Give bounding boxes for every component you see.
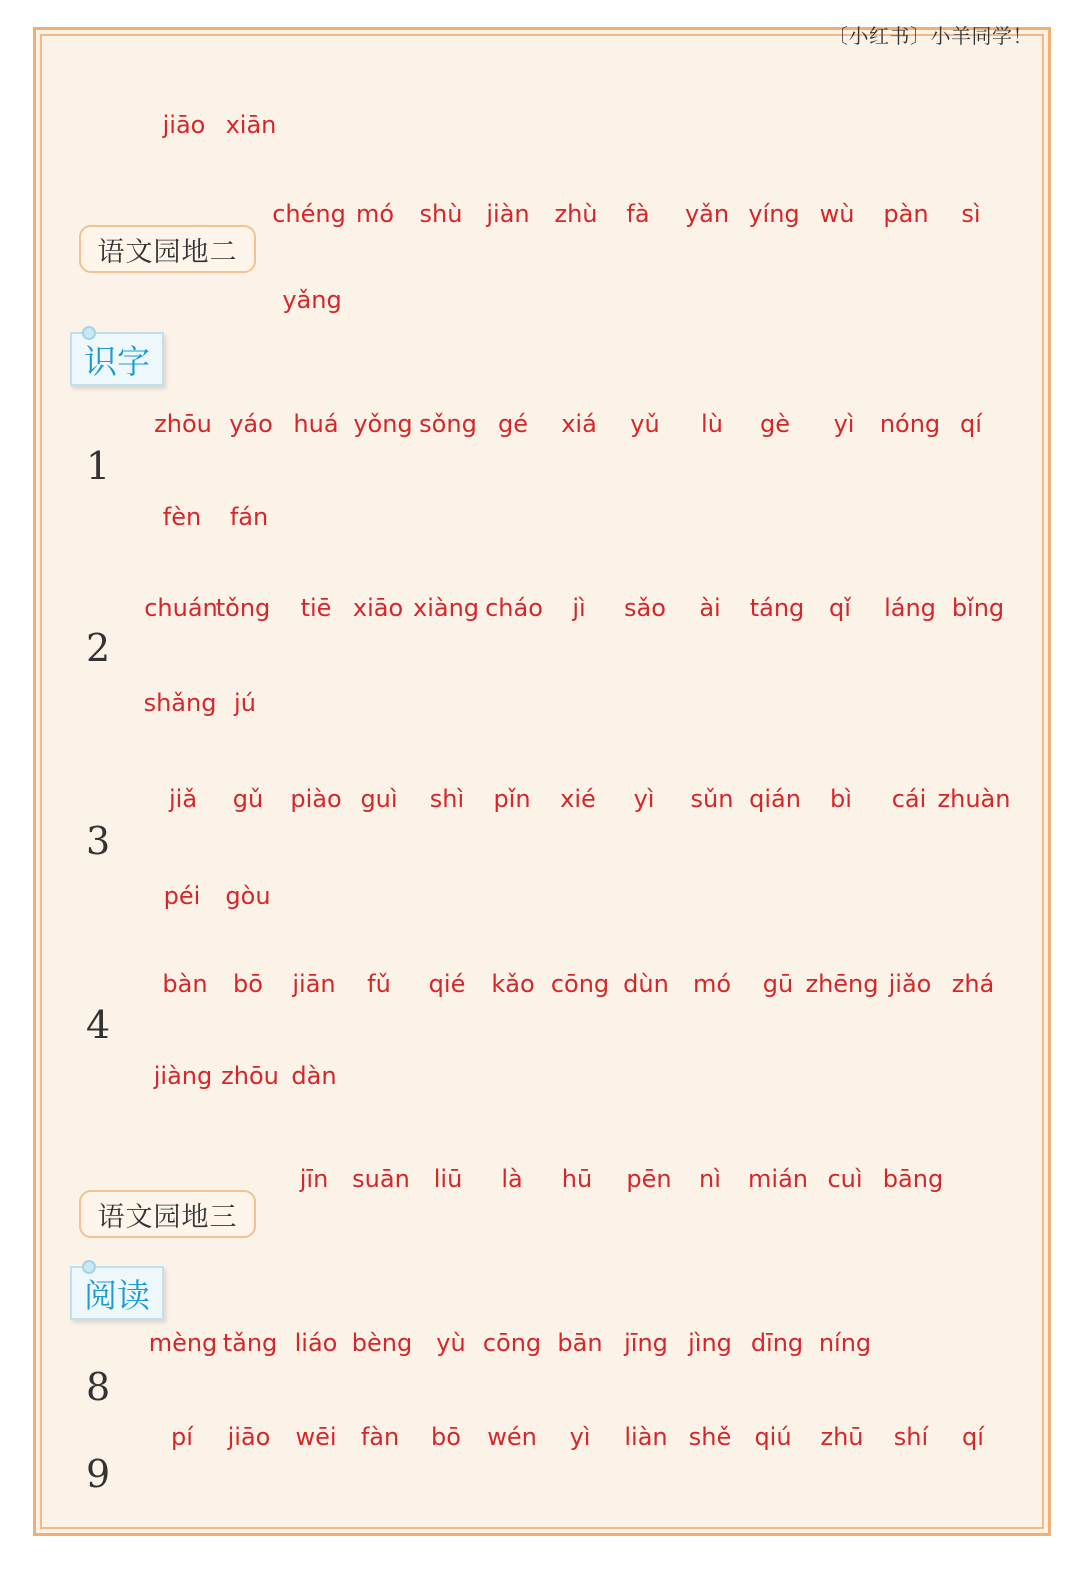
pinyin-syllable: xiá: [561, 410, 597, 438]
pinyin-syllable: jiàng: [153, 1062, 213, 1090]
pinyin-syllable: bān: [557, 1329, 603, 1357]
pinyin-syllable: hū: [561, 1165, 593, 1193]
pinyin-syllable: zhù: [554, 200, 598, 228]
lesson-number: 2: [86, 626, 111, 670]
pinyin-syllable: sì: [961, 200, 981, 228]
pinyin-syllable: jú: [234, 689, 256, 717]
pinyin-syllable: yì: [569, 1423, 591, 1451]
lesson-number: 3: [86, 819, 111, 863]
pinyin-syllable: níng: [818, 1329, 872, 1357]
pinyin-syllable: xiāo: [352, 594, 404, 622]
clip-icon: [82, 326, 96, 340]
pinyin-syllable: liū: [433, 1165, 463, 1193]
pinyin-syllable: bǐng: [951, 594, 1005, 622]
pinyin-syllable: yù: [436, 1329, 466, 1357]
pinyin-syllable: pēn: [626, 1165, 672, 1193]
pinyin-syllable: xiàng: [412, 594, 480, 622]
pinyin-syllable: cuì: [827, 1165, 863, 1193]
pinyin-syllable: pàn: [883, 200, 929, 228]
pinyin-syllable: sǒng: [419, 410, 477, 438]
pinyin-syllable: zhuàn: [937, 785, 1011, 813]
pinyin-syllable: wēi: [295, 1423, 337, 1451]
tag-shizi-label: 识字: [84, 341, 150, 381]
pinyin-syllable: jiāo: [162, 111, 206, 139]
pinyin-syllable: zhōu: [221, 1062, 279, 1090]
pinyin-syllable: jiāo: [227, 1423, 271, 1451]
pinyin-syllable: zhēng: [805, 970, 879, 998]
pinyin-syllable: kǎo: [491, 970, 535, 998]
pinyin-syllable: péi: [163, 882, 201, 910]
watermark: 〔小红书〕小羊同学！: [828, 24, 1033, 48]
pinyin-syllable: cōng: [550, 970, 610, 998]
pinyin-syllable: piào: [290, 785, 342, 813]
pinyin-syllable: bō: [233, 970, 263, 998]
pinyin-syllable: liáo: [294, 1329, 338, 1357]
pinyin-syllable: wén: [487, 1423, 537, 1451]
pinyin-syllable: dùn: [623, 970, 669, 998]
pinyin-syllable: xiān: [225, 111, 277, 139]
pinyin-syllable: huá: [293, 410, 339, 438]
pinyin-syllable: qiú: [754, 1423, 792, 1451]
pinyin-syllable: dàn: [291, 1062, 337, 1090]
pinyin-syllable: yǔ: [630, 410, 660, 438]
pinyin-syllable: ài: [699, 594, 721, 622]
pinyin-syllable: zhū: [820, 1423, 864, 1451]
pinyin-syllable: lù: [701, 410, 723, 438]
pinyin-syllable: shǎng: [143, 689, 217, 717]
pinyin-syllable: suān: [352, 1165, 410, 1193]
pinyin-syllable: bèng: [351, 1329, 413, 1357]
pinyin-syllable: là: [501, 1165, 523, 1193]
lesson-number: 8: [86, 1365, 111, 1409]
pinyin-syllable: yǎng: [282, 286, 342, 314]
clip-icon: [82, 1260, 96, 1274]
pinyin-syllable: dīng: [750, 1329, 804, 1357]
pinyin-syllable: shì: [429, 785, 465, 813]
tag-shizi: [70, 332, 164, 386]
pinyin-syllable: jì: [572, 594, 586, 622]
pinyin-syllable: mèng: [148, 1329, 218, 1357]
pinyin-syllable: bō: [431, 1423, 461, 1451]
pinyin-syllable: fǔ: [367, 970, 391, 998]
pinyin-syllable: gè: [760, 410, 790, 438]
pinyin-syllable: fèn: [162, 503, 202, 531]
pinyin-syllable: bāng: [882, 1165, 944, 1193]
lesson-number: 9: [86, 1452, 111, 1496]
pinyin-syllable: wù: [819, 200, 855, 228]
pinyin-syllable: nóng: [879, 410, 941, 438]
pinyin-syllable: qié: [428, 970, 466, 998]
pinyin-syllable: gòu: [225, 882, 271, 910]
pinyin-syllable: yáo: [229, 410, 273, 438]
pinyin-syllable: táng: [749, 594, 805, 622]
pinyin-syllable: fán: [229, 503, 269, 531]
pinyin-syllable: qǐ: [829, 594, 851, 622]
pinyin-syllable: cōng: [482, 1329, 542, 1357]
pinyin-syllable: jiàn: [486, 200, 530, 228]
pinyin-syllable: shí: [893, 1423, 929, 1451]
pinyin-syllable: bì: [830, 785, 852, 813]
pinyin-syllable: tǎng: [222, 1329, 278, 1357]
pinyin-syllable: jiān: [292, 970, 336, 998]
pinyin-syllable: tǒng: [215, 594, 271, 622]
pinyin-syllable: tiē: [300, 594, 332, 622]
lesson-number: 4: [86, 1003, 111, 1047]
pinyin-syllable: jìng: [688, 1329, 732, 1357]
pinyin-syllable: cái: [891, 785, 927, 813]
pinyin-syllable: nì: [699, 1165, 721, 1193]
pinyin-syllable: jīng: [624, 1329, 668, 1357]
pinyin-syllable: zhá: [951, 970, 995, 998]
pinyin-syllable: fà: [626, 200, 650, 228]
pinyin-syllable: qí: [960, 410, 982, 438]
section-badge-yuwen-yuandi-3: 语文园地三: [79, 1190, 256, 1238]
pinyin-syllable: gé: [498, 410, 528, 438]
pinyin-syllable: guì: [360, 785, 398, 813]
pinyin-syllable: sǎo: [624, 594, 666, 622]
lesson-number: 1: [86, 444, 111, 488]
pinyin-syllable: pí: [171, 1423, 193, 1451]
pinyin-syllable: qí: [962, 1423, 984, 1451]
tag-yuedu: [70, 1266, 164, 1320]
pinyin-syllable: yǎn: [684, 200, 730, 228]
pinyin-syllable: jiǎ: [168, 785, 198, 813]
pinyin-syllable: sǔn: [690, 785, 734, 813]
pinyin-syllable: yíng: [748, 200, 800, 228]
pinyin-syllable: jīn: [299, 1165, 329, 1193]
pinyin-syllable: pǐn: [493, 785, 531, 813]
pinyin-syllable: jiǎo: [888, 970, 932, 998]
pinyin-syllable: yì: [833, 410, 855, 438]
pinyin-syllable: zhōu: [154, 410, 212, 438]
pinyin-syllable: chéng: [272, 200, 346, 228]
pinyin-syllable: xié: [560, 785, 596, 813]
pinyin-syllable: gǔ: [232, 785, 264, 813]
pinyin-syllable: gū: [762, 970, 794, 998]
pinyin-syllable: liàn: [624, 1423, 668, 1451]
pinyin-syllable: mián: [748, 1165, 808, 1193]
pinyin-syllable: mó: [692, 970, 732, 998]
pinyin-syllable: chuán: [144, 594, 218, 622]
pinyin-syllable: fàn: [360, 1423, 400, 1451]
pinyin-syllable: mó: [355, 200, 395, 228]
pinyin-syllable: cháo: [485, 594, 543, 622]
pinyin-syllable: bàn: [162, 970, 208, 998]
pinyin-syllable: qián: [749, 785, 801, 813]
section-badge-yuwen-yuandi-2: 语文园地二: [79, 225, 256, 273]
pinyin-syllable: yì: [633, 785, 655, 813]
tag-yuedu-label: 阅读: [84, 1275, 150, 1315]
pinyin-syllable: láng: [884, 594, 936, 622]
pinyin-syllable: yǒng: [353, 410, 413, 438]
pinyin-syllable: shě: [688, 1423, 732, 1451]
pinyin-syllable: shù: [419, 200, 463, 228]
